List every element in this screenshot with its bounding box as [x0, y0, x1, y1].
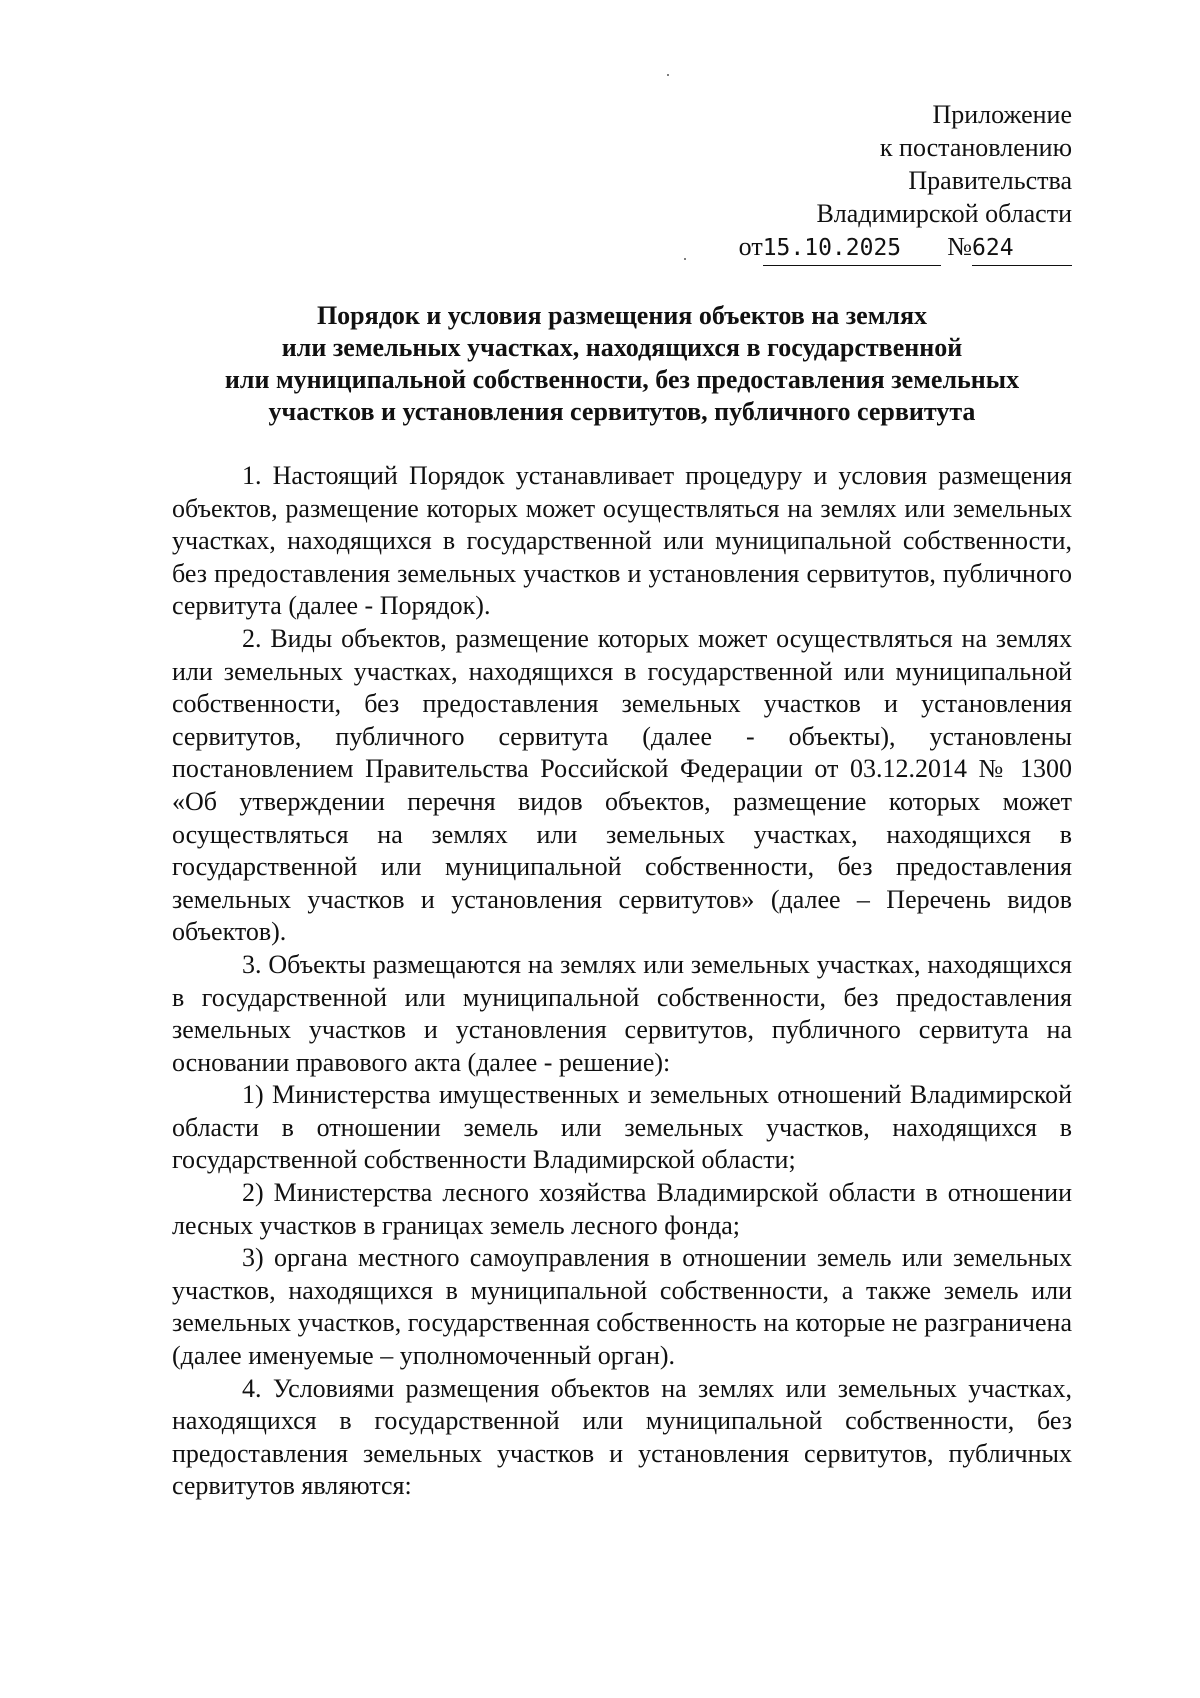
title-line: Порядок и условия размещения объектов на землях — [316, 301, 928, 330]
paragraph-2: 2. Виды объектов, размещение которых может осуществляться на землях или земельных участках, находящихся в государственной или муниципальной собственности, без предоставления земельных участков и установления сервитутов, публичного сервитута (далее - объекты), установлены постановлением Правительства Российской Федерации от 03.12.2014 № 1300 «Об утверждении перечня видов объектов, размещение которых может осуществляться на землях или земельных участках, находящихся в государственной или муниципальной собственности, без предоставления земельных участков и установления сервитутов» (далее – Перечень видов объектов). — [172, 623, 1072, 947]
decree-date: 15.10.2025 — [763, 232, 941, 266]
document-body — [172, 460, 1072, 1503]
paragraph-3: 3. Объекты размещаются на землях или земельных участках, находящихся в государственной или муниципальной собственности, без предоставления земельных участков и установления сервитутов, публичного сервитута на основании правового акта (далее - решение): — [172, 949, 1072, 1077]
paragraph-4: 4. Условиями размещения объектов на землях или земельных участках, находящихся в государственной или муниципальной собственности, без предоставления земельных участков и установления сервитутов, публичных сервитутов являются: — [172, 1373, 1072, 1501]
paragraph-3-item-1: 1) Министерства имущественных и земельных отношений Владимирской области в отношении земель или земельных участков, находящихся в государственной собственности Владимирской области; — [172, 1080, 1072, 1175]
scan-speck — [684, 258, 686, 260]
title-line: участков и установления сервитутов, публичного сервитута — [268, 397, 976, 426]
date-prefix: от — [738, 232, 763, 261]
appendix-line-1: Приложение — [932, 100, 1072, 129]
paragraph-3-item-3: 3) органа местного самоуправления в отношении земель или земельных участков, находящихся в муниципальной собственности, а также земель или земельных участков, государственная собственность на которые не разграничена (далее именуемые – уполномоченный орган). — [172, 1243, 1072, 1371]
title-line: или земельных участках, находящихся в государственной — [281, 333, 963, 362]
appendix-line-2: к постановлению — [879, 133, 1072, 162]
decree-date-number — [739, 230, 1072, 266]
paragraph-1: 1. Настоящий Порядок устанавливает процедуру и условия размещения объектов, размещение которых может осуществляться на землях или земельных участках, находящихся в государственной или муниципальной собственности, без предоставления земельных участков и установления сервитутов, публичного сервитута (далее - Порядок). — [172, 461, 1072, 621]
document-title — [172, 300, 1072, 428]
appendix-line-4: Владимирской области — [816, 199, 1072, 228]
title-line: или муниципальной собственности, без предоставления земельных — [224, 365, 1020, 394]
decree-number: 624 — [972, 232, 1072, 266]
number-prefix: № — [947, 232, 972, 261]
appendix-line-3: Правительства — [908, 166, 1072, 195]
paragraph-3-item-2: 2) Министерства лесного хозяйства Владимирской области в отношении лесных участков в границах земель лесного фонда; — [172, 1178, 1072, 1240]
appendix-header — [739, 98, 1072, 266]
scan-speck — [667, 74, 669, 76]
